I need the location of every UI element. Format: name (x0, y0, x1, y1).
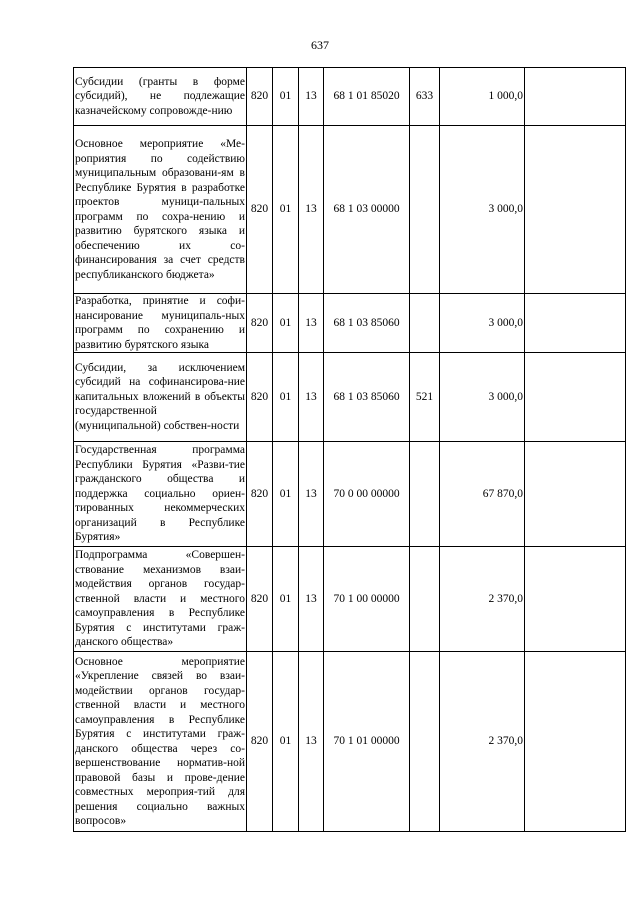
ministry-code: 820 (247, 442, 273, 547)
subsection-code: 13 (299, 353, 324, 442)
table-row (74, 547, 626, 652)
table-row (74, 353, 626, 442)
row-description: Подпрограмма «Совершен-ствование механизмов взаи-модействия органов государ-ственной власти и местного самоуправления в Республике Бурятия с институтами граж-данского общества» (74, 547, 247, 652)
extra-cell (525, 442, 626, 547)
extra-cell (525, 547, 626, 652)
extra-cell (525, 294, 626, 353)
section-code: 01 (273, 353, 299, 442)
amount: 2 370,0 (440, 547, 525, 652)
ministry-code: 820 (247, 294, 273, 353)
budget-table (73, 67, 626, 832)
table-row (74, 652, 626, 832)
row-description: Разработка, принятие и софи-нансирование муниципаль-ных программ по сохранению и развитию бурятского языка (75, 295, 245, 351)
page-number: 637 (311, 38, 329, 52)
row-description: Основное мероприятие «Укрепление связей во взаи-модействии органов государ-ственной власти и местного самоуправления в Республике Бурятия с институтами граж-данского общества через со-вершенствование норматив-ной правовой базы и прове-дение совместных мероприя-тий для решения социально важных вопросов» (74, 652, 247, 832)
target-article-code: 68 1 03 00000 (324, 126, 410, 294)
expense-type-code (410, 294, 440, 353)
subsection-code: 13 (299, 442, 324, 547)
amount: 3 000,0 (440, 353, 525, 442)
amount: 2 370,0 (440, 652, 525, 832)
target-article-code: 70 1 01 00000 (324, 652, 410, 832)
row-description: Государственная программа Республики Бурятия «Разви-тие гражданского общества и поддержка социально ориен-тированных некоммерческих организаций в Республике Бурятия» (74, 442, 247, 547)
subsection-code: 13 (299, 68, 324, 126)
ministry-code: 820 (247, 126, 273, 294)
extra-cell (525, 353, 626, 442)
expense-type-code (410, 442, 440, 547)
expense-type-code (410, 652, 440, 832)
expense-type-code: 633 (410, 68, 440, 126)
ministry-code: 820 (247, 547, 273, 652)
subsection-code: 13 (299, 126, 324, 294)
amount: 67 870,0 (440, 442, 525, 547)
target-article-code: 68 1 03 85060 (324, 353, 410, 442)
row-description: Субсидии (гранты в форме субсидий), не подлежащие казначейскому сопровожде-нию (74, 68, 247, 126)
target-article-code: 70 0 00 00000 (324, 442, 410, 547)
amount: 1 000,0 (440, 68, 525, 126)
table-row (74, 68, 626, 126)
amount: 3 000,0 (440, 126, 525, 294)
ministry-code: 820 (247, 68, 273, 126)
target-article-code: 68 1 03 85060 (324, 294, 410, 353)
section-code: 01 (273, 68, 299, 126)
ministry-code: 820 (247, 652, 273, 832)
section-code: 01 (273, 294, 299, 353)
target-article-code: 68 1 01 85020 (324, 68, 410, 126)
target-article-code: 70 1 00 00000 (324, 547, 410, 652)
section-code: 01 (273, 442, 299, 547)
expense-type-code (410, 547, 440, 652)
extra-cell (525, 68, 626, 126)
subsection-code: 13 (299, 547, 324, 652)
amount: 3 000,0 (440, 294, 525, 353)
table-row (74, 442, 626, 547)
section-code: 01 (273, 652, 299, 832)
section-code: 01 (273, 126, 299, 294)
extra-cell (525, 652, 626, 832)
extra-cell (525, 126, 626, 294)
subsection-code: 13 (299, 294, 324, 353)
expense-type-code: 521 (410, 353, 440, 442)
expense-type-code (410, 126, 440, 294)
table-row (74, 294, 626, 353)
row-description: Субсидии, за исключением субсидий на софинансирова-ние капитальных вложений в объекты государственной (муниципальной) собствен-ности (74, 353, 247, 442)
ministry-code: 820 (247, 353, 273, 442)
table-row (74, 126, 626, 294)
row-description: Основное мероприятие «Ме-роприятия по содействию муниципальным образовани-ям в Республике Бурятия в разработке проектов муници-пальных программ по сохра-нению и развитию бурятского языка и обеспечению их со-финансирования за счет средств республиканского бюджета» (74, 126, 247, 294)
section-code: 01 (273, 547, 299, 652)
subsection-code: 13 (299, 652, 324, 832)
